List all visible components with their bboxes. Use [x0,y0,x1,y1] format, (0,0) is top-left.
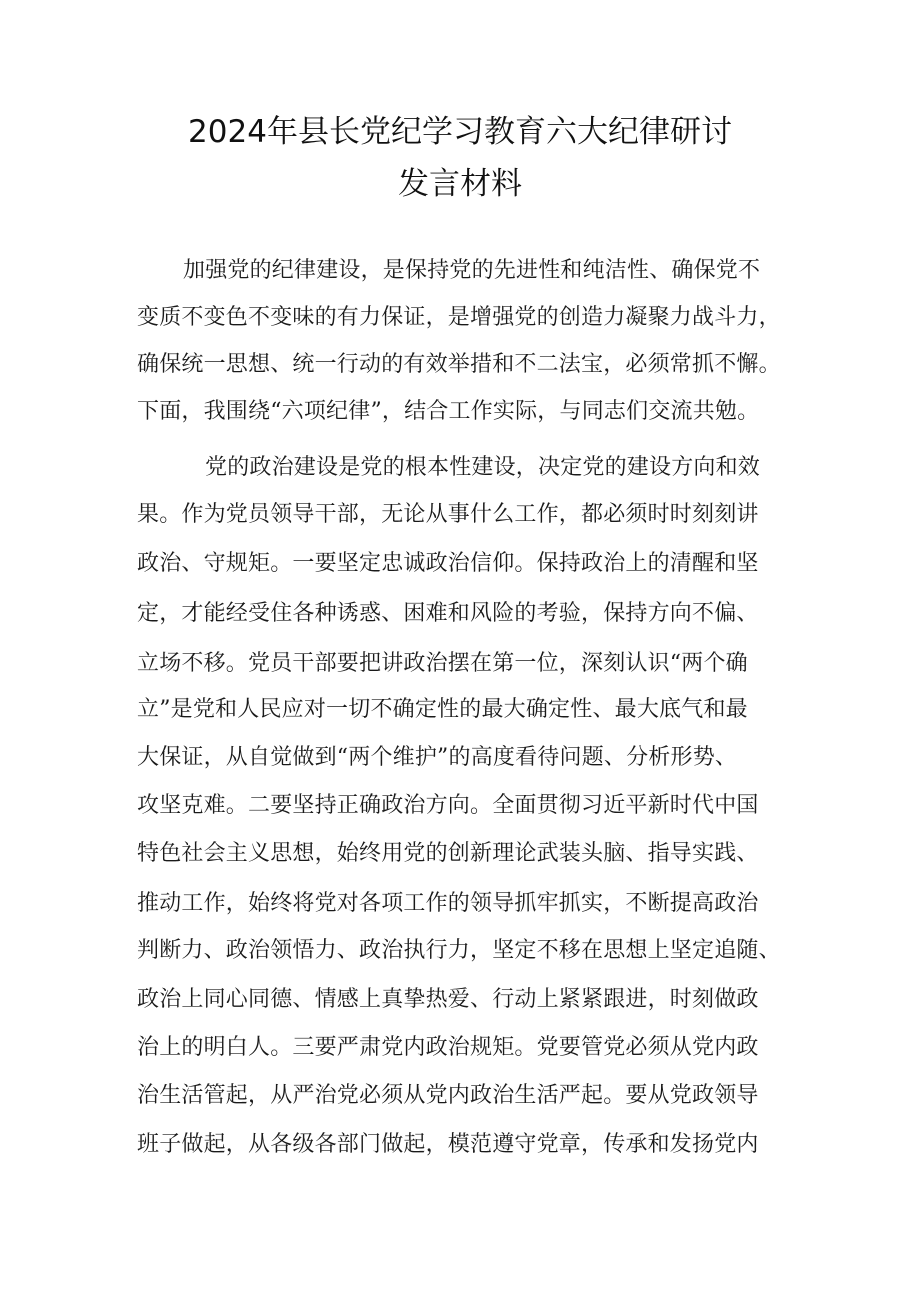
paragraph-2-line-7: 大保证，从自觉做到“两个维护”的高度看待问题、分析形势、 [137,745,738,770]
document-title-line-2: 发言材料 [398,166,522,202]
paragraph-1-line-4: 下面，我围绕“六项纪律”，结合工作实际，与同志们交流共勉。 [137,399,760,424]
paragraph-2-line-13: 治上的明白人。三要严肃党内政治规矩。党要管党必须从党内政 [137,1035,759,1060]
paragraph-2-line-1: 党的政治建设是党的根本性建设，决定党的建设方向和效 [205,455,761,480]
paragraph-2-line-15: 班子做起，从各级各部门做起，模范遵守党章，传承和发扬党内 [137,1132,759,1157]
paragraph-2-line-10: 推动工作，始终将党对各项工作的领导抓牢抓实，不断提高政治 [137,891,759,916]
paragraph-2-line-8: 攻坚克难。二要坚持正确政治方向。全面贯彻习近平新时代中国 [137,793,759,818]
paragraph-2-line-5: 立场不移。党员干部要把讲政治摆在第一位，深刻认识“两个确 [137,651,748,676]
paragraph-2-line-14: 治生活管起，从严治党必须从党内政治生活严起。要从党政领导 [137,1083,759,1108]
paragraph-2-line-11: 判断力、政治领悟力、政治执行力，坚定不移在思想上坚定追随、 [137,938,781,963]
paragraph-2-line-3: 政治、守规矩。一要坚定忠诚政治信仰。保持政治上的清醒和坚 [137,551,759,576]
paragraph-1-line-2: 变质不变色不变味的有力保证，是增强党的创造力凝聚力战斗力， [137,305,781,330]
paragraph-2-line-4: 定，才能经受住各种诱惑、困难和风险的考验，保持方向不偏、 [137,601,759,626]
paragraph-1-line-3: 确保统一思想、统一行动的有效举措和不二法宝，必须常抓不懈。 [137,352,781,377]
paragraph-2-line-12: 政治上同心同德、情感上真挚热爱、行动上紧紧跟进，时刻做政 [137,987,759,1012]
paragraph-2-line-6: 立”是党和人民应对一切不确定性的最大确定性、最大底气和最 [137,697,748,722]
paragraph-2-line-9: 特色社会主义思想，始终用党的创新理论武装头脑、指导实践、 [137,841,759,866]
paragraph-2-line-2: 果。作为党员领导干部，无论从事什么工作，都必须时时刻刻讲 [137,502,759,527]
document-title-line-1: 2024年县长党纪学习教育六大纪律研讨 [188,114,732,150]
paragraph-1-line-1: 加强党的纪律建设，是保持党的先进性和纯洁性、确保党不 [183,258,761,283]
